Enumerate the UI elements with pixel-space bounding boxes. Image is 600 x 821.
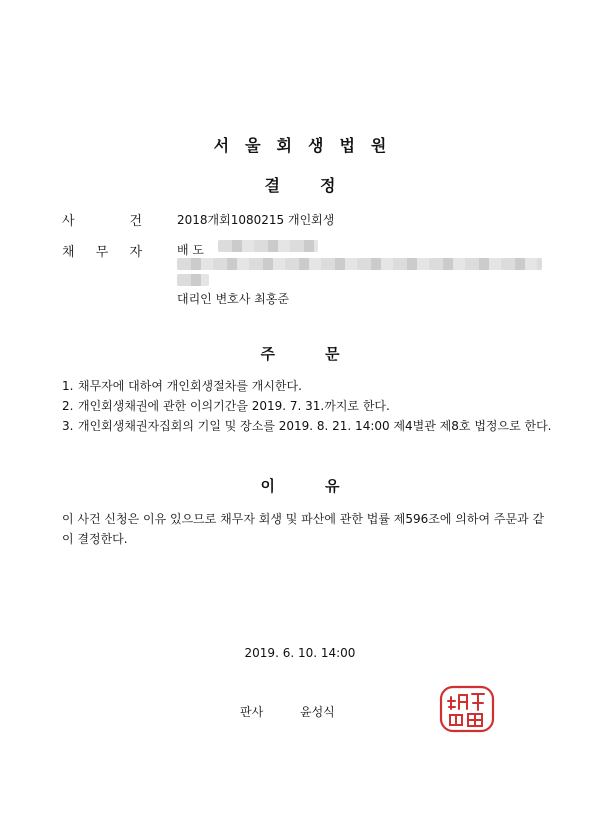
case-label-char: 사: [62, 214, 75, 229]
debtor-name: 배 도: [177, 243, 204, 257]
judge-title: 판사: [240, 705, 264, 719]
judge-name: 윤성식: [300, 705, 335, 719]
order-item: [62, 416, 552, 436]
order-items: [62, 376, 552, 436]
order-item-number: 1.: [62, 379, 74, 393]
order-item-number: 2.: [62, 399, 74, 413]
seal-glyphs: [448, 694, 484, 726]
order-item-text: 채무자에 대하여 개인회생절차를 개시한다.: [78, 379, 302, 393]
case-label: [62, 210, 142, 229]
debtor-label-char: 무: [95, 245, 109, 260]
order-item: [62, 376, 552, 396]
redacted-address-line-1: [177, 258, 542, 270]
order-item-text: 개인회생채권자집회의 기일 및 장소를 2019. 8. 21. 14:00 제4별관 제8호 법정으로 한다.: [78, 419, 552, 433]
order-item: [62, 396, 552, 416]
debtor-label: [62, 241, 142, 260]
order-item-number: 3.: [62, 419, 74, 433]
order-item-text: 개인회생채권에 관한 이의기간을 2019. 7. 31.까지로 한다.: [78, 399, 390, 413]
reason-heading: 이유: [260, 477, 390, 495]
reason-text: 이 사건 신청은 이유 있으므로 채무자 회생 및 파산에 관한 법률 제596조에 의하여 주문과 같이 결정한다.: [62, 512, 545, 546]
case-number: 2018개회1080215 개인회생: [177, 213, 335, 227]
redacted-name: [218, 240, 318, 252]
debtor-label-char: 채: [62, 245, 75, 260]
order-heading: 주문: [260, 345, 390, 363]
court-name: 서울회생법원: [213, 136, 403, 155]
debtor-label-char: 자: [129, 245, 142, 260]
document-title: 결정: [264, 176, 376, 195]
case-label-char: 건: [129, 214, 142, 229]
official-seal: [437, 683, 497, 735]
agent-line: 대리인 변호사 최홍준: [177, 292, 289, 306]
redacted-address-line-2: [177, 274, 209, 286]
decision-date: 2019. 6. 10. 14:00: [244, 646, 356, 660]
